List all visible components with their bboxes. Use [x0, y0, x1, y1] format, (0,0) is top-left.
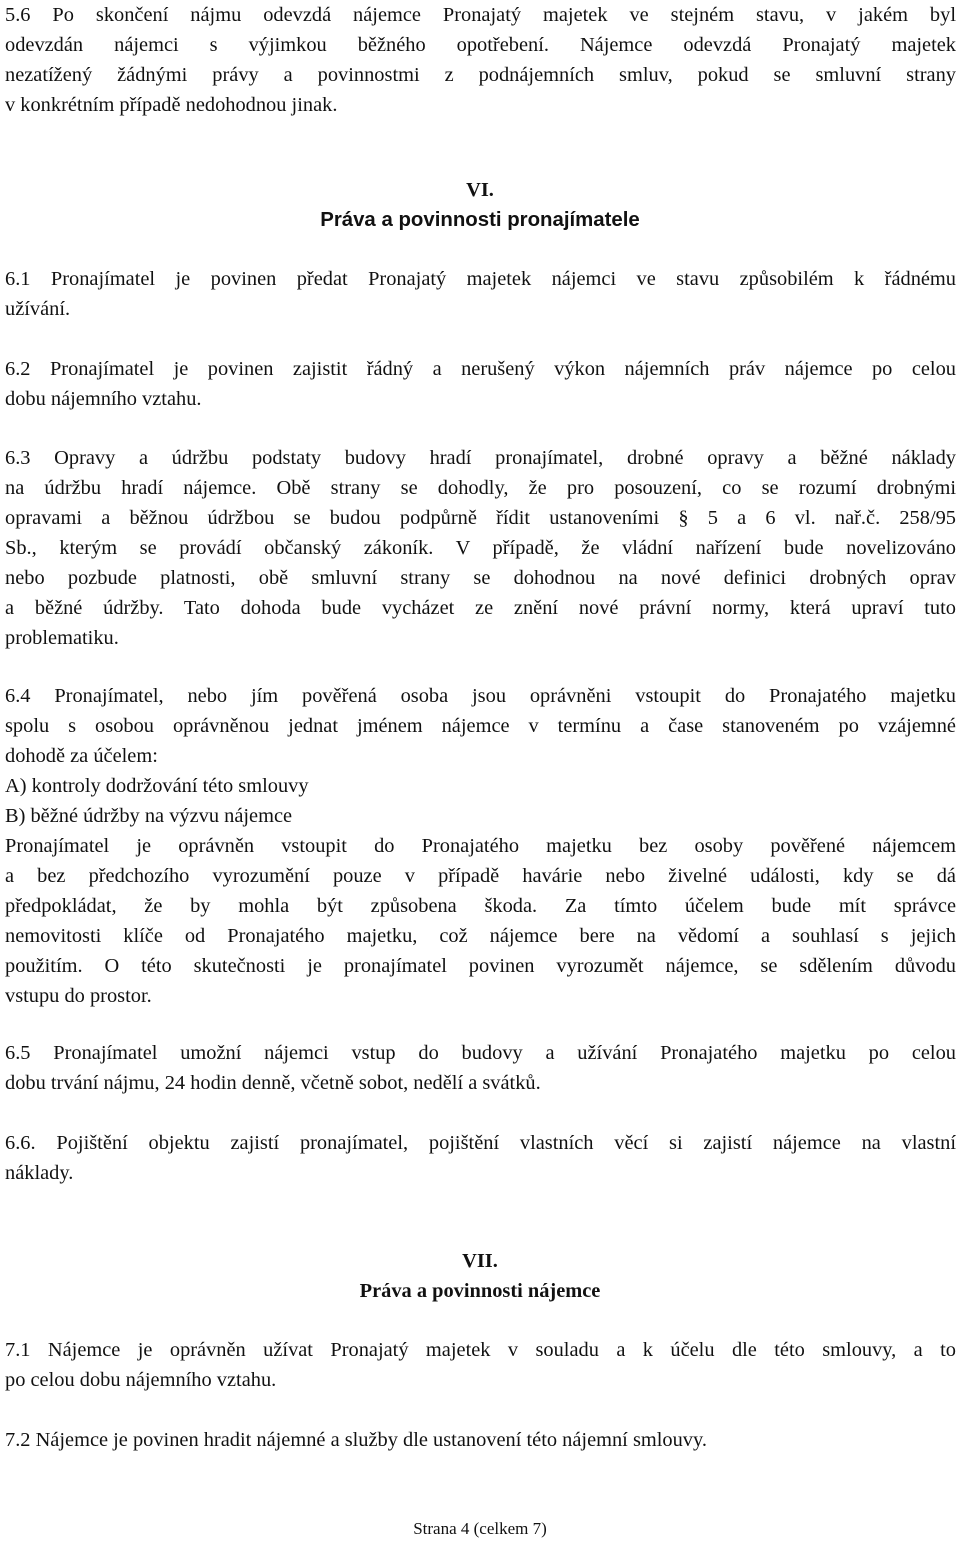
paragraph-line: dobu nájemního vztahu.	[5, 388, 202, 410]
page-number: Strana 4 (celkem 7)	[413, 1519, 547, 1538]
paragraph-line: 6.4 Pronajímatel, nebo jím pověřená osoba jsou oprávněni vstoupit do Pronajatého majetku	[5, 685, 956, 707]
paragraph-line: a běžné údržby. Tato dohoda bude vycházet ze znění nové právní normy, která upraví tuto	[5, 597, 956, 619]
paragraph-line: 5.6 Po skončení nájmu odevzdá nájemce Pronajatý majetek ve stejném stavu, v jakém byl	[5, 4, 956, 26]
paragraph-line: 6.1 Pronajímatel je povinen předat Pronajatý majetek nájemci ve stavu způsobilém k řádnému	[5, 268, 956, 290]
list-item: A) kontroly dodržování této smlouvy	[5, 775, 309, 797]
paragraph-line: odevzdán nájemci s výjimkou běžného opotřebení. Nájemce odevzdá Pronajatý majetek	[5, 34, 956, 56]
paragraph-line: užívání.	[5, 298, 71, 320]
section-6-title: Práva a povinnosti pronajímatele	[320, 209, 640, 231]
paragraph-line: náklady.	[5, 1162, 74, 1184]
paragraph-line: 6.5 Pronajímatel umožní nájemci vstup do budovy a užívání Pronajatého majetku po celou	[5, 1042, 956, 1064]
paragraph-6-2	[5, 354, 956, 414]
paragraph-line: 7.2 Nájemce je povinen hradit nájemné a služby dle ustanovení této nájemní smlouvy.	[5, 1429, 707, 1451]
paragraph-line: 6.6. Pojištění objektu zajistí pronajímatel, pojištění vlastních věcí si zajistí nájemce na vlastní	[5, 1132, 956, 1154]
section-7-title: Práva a povinnosti nájemce	[359, 1280, 601, 1302]
paragraph-6-5	[5, 1038, 956, 1098]
paragraph-line: opravami a běžnou údržbou se budou podpůrně řídit ustanoveními § 5 a 6 vl. nař.č. 258/95	[5, 507, 956, 529]
paragraph-line: nebo pozbude platnosti, obě smluvní strany se dohodnou na nové definici drobných oprav	[5, 567, 956, 589]
paragraph-line: Pronajímatel je oprávněn vstoupit do Pronajatého majetku bez osoby pověřené nájemcem	[5, 835, 956, 857]
paragraph-line: nemovitosti klíče od Pronajatého majetku, což nájemce bere na vědomí a souhlasí s jejich	[5, 925, 956, 947]
paragraph-6-6	[5, 1128, 956, 1188]
paragraph-7-2	[5, 1425, 956, 1455]
paragraph-7-1	[5, 1335, 956, 1395]
paragraph-line: 6.3 Opravy a údržbu podstaty budovy hradí pronajímatel, drobné opravy a běžné náklady	[5, 447, 956, 469]
paragraph-line: spolu s osobou oprávněnou jednat jménem nájemce v termínu a čase stanoveném po vzájemné	[5, 715, 956, 737]
paragraph-line: 6.2 Pronajímatel je povinen zajistit řádný a nerušený výkon nájemních práv nájemce po celou	[5, 358, 956, 380]
paragraph-line: předpokládat, že by mohla být způsobena škoda. Za tímto účelem bude mít správce	[5, 895, 956, 917]
paragraph-line: nezatížený žádnými právy a povinnostmi z podnájemních smluv, pokud se smluvní strany	[5, 64, 956, 86]
paragraph-6-1	[5, 264, 956, 324]
section-6-number: VI.	[466, 179, 494, 201]
list-item: B) běžné údržby na výzvu nájemce	[5, 805, 293, 827]
paragraph-line: problematiku.	[5, 627, 119, 649]
paragraph-line: v konkrétním případě nedohodnou jinak.	[5, 94, 338, 116]
paragraph-6-3	[5, 443, 956, 653]
paragraph-line: Sb., kterým se provádí občanský zákoník. V případě, že vládní nařízení bude novelizováno	[5, 537, 956, 559]
paragraph-line: dohodě za účelem:	[5, 745, 158, 767]
paragraph-line: a bez předchozího vyrozumění pouze v případě havárie nebo živelné události, kdy se dá	[5, 865, 956, 887]
section-7-number: VII.	[462, 1250, 498, 1272]
paragraph-line: použitím. O této skutečnosti je pronajímatel povinen vyrozumět nájemce, se sdělením důvodu	[5, 955, 956, 977]
paragraph-line: dobu trvání nájmu, 24 hodin denně, včetně sobot, nedělí a svátků.	[5, 1072, 541, 1094]
paragraph-line: na údržbu hradí nájemce. Obě strany se dohodly, že pro posouzení, co se rozumí drobnými	[5, 477, 956, 499]
paragraph-6-4	[5, 681, 956, 1011]
paragraph-line: vstupu do prostor.	[5, 985, 152, 1007]
paragraph-line: 7.1 Nájemce je oprávněn užívat Pronajatý majetek v souladu a k účelu dle této smlouvy, a to	[5, 1339, 956, 1361]
paragraph-line: po celou dobu nájemního vztahu.	[5, 1369, 277, 1391]
paragraph-5-6	[5, 0, 956, 120]
